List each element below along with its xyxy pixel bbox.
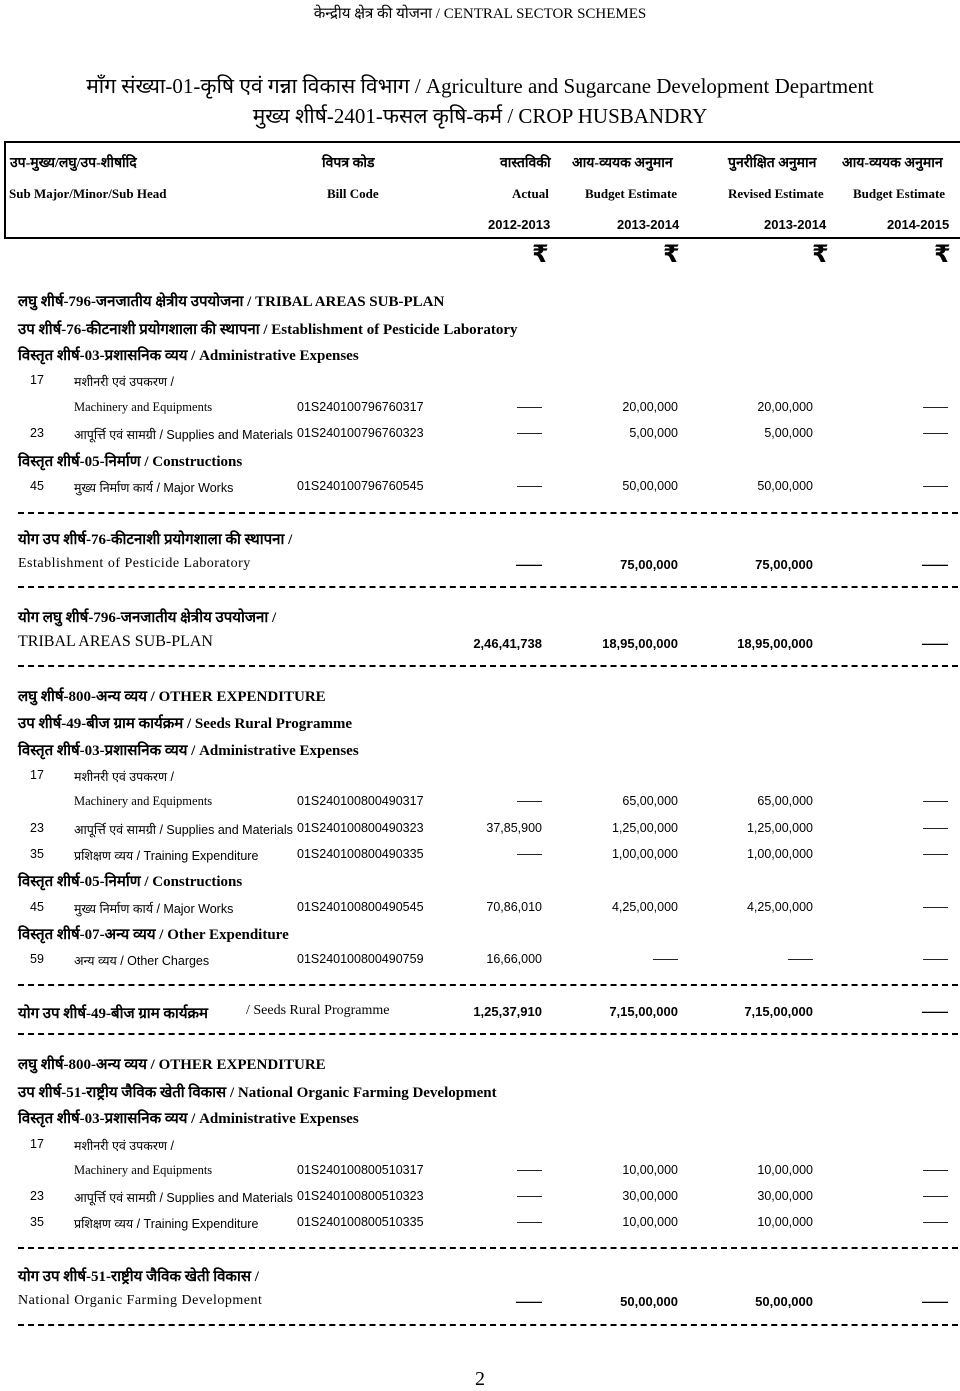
row-be: 10,00,000 xyxy=(622,1215,678,1229)
row-number: 45 xyxy=(30,900,44,914)
row-label: अन्य व्यय / Other Charges xyxy=(74,954,210,968)
row-be2: —— xyxy=(923,847,948,861)
row-be2: —— xyxy=(923,900,948,914)
row-actual: —— xyxy=(517,1215,542,1229)
row-bill-code: 01S240100800490335 xyxy=(297,847,424,861)
total-actual: 2,46,41,738 xyxy=(473,636,542,651)
col-head-hi-be: आय-व्ययक अनुमान xyxy=(572,156,673,171)
total-title: योग उप शीर्ष-51-राष्ट्रीय जैविक खेती विकास / xyxy=(18,1269,259,1285)
total-be2: —— xyxy=(922,636,948,651)
row-be: 1,25,00,000 xyxy=(611,821,678,835)
total-title: योग उप शीर्ष-76-कीटनाशी प्रयोगशाला की स्थापना / xyxy=(18,532,293,548)
row-number: 23 xyxy=(30,426,44,440)
row-be: 65,00,000 xyxy=(622,794,678,808)
total-title: योग उप शीर्ष-49-बीज ग्राम कार्यक्रम xyxy=(18,1006,209,1022)
divider xyxy=(18,1247,958,1249)
row-be: —— xyxy=(653,952,678,966)
row-re: 20,00,000 xyxy=(757,400,813,414)
page-header: केन्द्रीय क्षेत्र की योजना / CENTRAL SECTOR SCHEMES xyxy=(313,6,647,22)
total-actual: —— xyxy=(516,1294,542,1309)
row-label: Machinery and Equipments xyxy=(74,794,213,808)
col-head-hi-actual: वास्तविकी xyxy=(500,156,551,171)
row-re: 1,00,00,000 xyxy=(746,847,813,861)
row-be: 10,00,000 xyxy=(622,1163,678,1177)
minor-head-title: लघु शीर्ष-800-अन्य व्यय / OTHER EXPENDITURE xyxy=(18,1057,326,1073)
row-bill-code: 01S240100800510323 xyxy=(297,1189,424,1203)
row-be2: —— xyxy=(923,794,948,808)
row-label: मशीनरी एवं उपकरण / xyxy=(74,1139,174,1153)
page-number: 2 xyxy=(475,1368,485,1390)
row-be2: —— xyxy=(923,426,948,440)
row-be: 1,00,00,000 xyxy=(611,847,678,861)
row-number: 23 xyxy=(30,1189,44,1203)
year-be2: 2014-2015 xyxy=(887,217,950,232)
row-re: 1,25,00,000 xyxy=(746,821,813,835)
total-re: 18,95,00,000 xyxy=(737,636,813,651)
detailed-head-title: विस्तृत शीर्ष-05-निर्माण / Constructions xyxy=(18,454,243,470)
divider xyxy=(18,1324,958,1326)
total-be2: —— xyxy=(922,1294,948,1309)
row-label: मुख्य निर्माण कार्य / Major Works xyxy=(74,902,234,916)
detailed-head-title: विस्तृत शीर्ष-03-प्रशासनिक व्यय / Administrative Expenses xyxy=(18,743,359,759)
col-head-en-be: Budget Estimate xyxy=(585,186,678,201)
total-be: 18,95,00,000 xyxy=(602,636,678,651)
col-head-en-re: Revised Estimate xyxy=(728,186,824,201)
row-be2: —— xyxy=(923,1163,948,1177)
row-label: आपूर्त्ति एवं सामग्री / Supplies and Materials xyxy=(74,1191,293,1205)
row-re: 5,00,000 xyxy=(764,426,813,440)
row-be: 4,25,00,000 xyxy=(611,900,678,914)
row-be: 50,00,000 xyxy=(622,479,678,493)
total-re: 50,00,000 xyxy=(755,1294,813,1309)
row-actual: —— xyxy=(517,426,542,440)
divider xyxy=(18,984,958,986)
row-re: 50,00,000 xyxy=(757,479,813,493)
detailed-head-title: विस्तृत शीर्ष-03-प्रशासनिक व्यय / Administrative Expenses xyxy=(18,348,359,364)
detailed-head-title: विस्तृत शीर्ष-03-प्रशासनिक व्यय / Administrative Expenses xyxy=(18,1111,359,1127)
rupee-icon: ₹ xyxy=(663,240,680,268)
row-actual: 16,66,000 xyxy=(486,952,542,966)
total-be: 75,00,000 xyxy=(620,557,678,572)
row-re: —— xyxy=(788,952,813,966)
total-be: 50,00,000 xyxy=(620,1294,678,1309)
row-label: मशीनरी एवं उपकरण / xyxy=(74,375,174,389)
row-number: 17 xyxy=(30,1137,44,1151)
row-be2: —— xyxy=(923,1215,948,1229)
row-bill-code: 01S240100800510317 xyxy=(297,1163,424,1177)
row-bill-code: 01S240100800510335 xyxy=(297,1215,424,1229)
detailed-head-title: विस्तृत शीर्ष-07-अन्य व्यय / Other Expenditure xyxy=(18,927,289,943)
row-number: 45 xyxy=(30,479,44,493)
row-number: 35 xyxy=(30,847,44,861)
total-re: 75,00,000 xyxy=(755,557,813,572)
row-be2: —— xyxy=(923,400,948,414)
total-label: / Seeds Rural Programme xyxy=(246,1003,390,1018)
row-re: 30,00,000 xyxy=(757,1189,813,1203)
row-actual: —— xyxy=(517,1163,542,1177)
col-head-en-billcode: Bill Code xyxy=(327,186,379,201)
row-number: 23 xyxy=(30,821,44,835)
row-be2: —— xyxy=(923,479,948,493)
row-label: आपूर्त्ति एवं सामग्री / Supplies and Materials xyxy=(74,823,293,837)
row-label: Machinery and Equipments xyxy=(74,1163,213,1177)
row-bill-code: 01S240100796760317 xyxy=(297,400,424,414)
col-head-en-actual: Actual xyxy=(512,186,549,201)
total-be2: —— xyxy=(922,1004,948,1019)
row-actual: —— xyxy=(517,847,542,861)
col-head-hi-subhead: उप-मुख्य/लघु/उप-शीर्षादि xyxy=(10,156,137,171)
total-label: National Organic Farming Development xyxy=(18,1293,263,1308)
col-head-hi-billcode: विपत्र कोड xyxy=(322,156,375,171)
total-be2: —— xyxy=(922,557,948,572)
row-be: 5,00,000 xyxy=(629,426,678,440)
row-bill-code: 01S240100796760323 xyxy=(297,426,424,440)
row-bill-code: 01S240100800490317 xyxy=(297,794,424,808)
col-head-en-subhead: Sub Major/Minor/Sub Head xyxy=(9,186,167,201)
detailed-head-title: विस्तृत शीर्ष-05-निर्माण / Constructions xyxy=(18,874,243,890)
row-re: 10,00,000 xyxy=(757,1163,813,1177)
row-be: 30,00,000 xyxy=(622,1189,678,1203)
row-re: 4,25,00,000 xyxy=(746,900,813,914)
year-be: 2013-2014 xyxy=(617,217,680,232)
total-actual: —— xyxy=(516,557,542,572)
rupee-icon: ₹ xyxy=(812,240,829,268)
row-number: 59 xyxy=(30,952,44,966)
row-actual: —— xyxy=(517,1189,542,1203)
row-bill-code: 01S240100800490323 xyxy=(297,821,424,835)
row-be2: —— xyxy=(923,1189,948,1203)
row-actual: —— xyxy=(517,479,542,493)
row-be2: —— xyxy=(923,821,948,835)
col-head-hi-re: पुनरीक्षित अनुमान xyxy=(728,156,817,171)
year-actual: 2012-2013 xyxy=(488,217,551,232)
total-re: 7,15,00,000 xyxy=(744,1004,813,1019)
row-label: आपूर्त्ति एवं सामग्री / Supplies and Materials xyxy=(74,428,293,442)
row-re: 10,00,000 xyxy=(757,1215,813,1229)
total-title: योग लघु शीर्ष-796-जनजातीय क्षेत्रीय उपयोजना / xyxy=(18,610,277,626)
row-bill-code: 01S240100800490759 xyxy=(297,952,424,966)
total-label: Establishment of Pesticide Laboratory xyxy=(18,556,251,571)
col-head-en-be2: Budget Estimate xyxy=(853,186,946,201)
row-number: 17 xyxy=(30,373,44,387)
col-head-hi-be2: आय-व्ययक अनुमान xyxy=(842,156,943,171)
sub-head-title: उप शीर्ष-51-राष्ट्रीय जैविक खेती विकास / National Organic Farming Development xyxy=(18,1085,497,1101)
divider xyxy=(18,665,958,667)
rupee-icon: ₹ xyxy=(934,240,951,268)
row-be: 20,00,000 xyxy=(622,400,678,414)
sub-head-title: उप शीर्ष-49-बीज ग्राम कार्यक्रम / Seeds Rural Programme xyxy=(18,716,353,732)
major-head-title: मुख्य शीर्ष-2401-फसल कृषि-कर्म / CROP HUSBANDRY xyxy=(252,104,708,128)
row-actual: 70,86,010 xyxy=(486,900,542,914)
row-number: 35 xyxy=(30,1215,44,1229)
row-label: प्रशिक्षण व्यय / Training Expenditure xyxy=(74,1217,259,1231)
rupee-icon: ₹ xyxy=(532,240,549,268)
row-bill-code: 01S240100796760545 xyxy=(297,479,424,493)
divider xyxy=(18,512,958,514)
row-actual: —— xyxy=(517,400,542,414)
divider xyxy=(18,586,958,588)
row-actual: —— xyxy=(517,794,542,808)
row-re: 65,00,000 xyxy=(757,794,813,808)
total-actual: 1,25,37,910 xyxy=(473,1004,542,1019)
demand-title: माँग संख्या-01-कृषि एवं गन्ना विकास विभाग / Agriculture and Sugarcane Development Department xyxy=(86,74,874,98)
divider xyxy=(18,1033,958,1035)
sub-head-title: उप शीर्ष-76-कीटनाशी प्रयोगशाला की स्थापना / Establishment of Pesticide Laboratory xyxy=(18,322,518,338)
row-be2: —— xyxy=(923,952,948,966)
total-label: TRIBAL AREAS SUB-PLAN xyxy=(18,633,213,650)
row-label: मुख्य निर्माण कार्य / Major Works xyxy=(74,481,234,495)
row-label: प्रशिक्षण व्यय / Training Expenditure xyxy=(74,849,259,863)
row-bill-code: 01S240100800490545 xyxy=(297,900,424,914)
row-label: मशीनरी एवं उपकरण / xyxy=(74,770,174,784)
row-actual: 37,85,900 xyxy=(486,821,542,835)
minor-head-title: लघु शीर्ष-800-अन्य व्यय / OTHER EXPENDITURE xyxy=(18,689,326,705)
year-re: 2013-2014 xyxy=(764,217,827,232)
row-number: 17 xyxy=(30,768,44,782)
total-be: 7,15,00,000 xyxy=(609,1004,678,1019)
row-label: Machinery and Equipments xyxy=(74,400,213,414)
minor-head-title: लघु शीर्ष-796-जनजातीय क्षेत्रीय उपयोजना / TRIBAL AREAS SUB-PLAN xyxy=(18,294,445,310)
